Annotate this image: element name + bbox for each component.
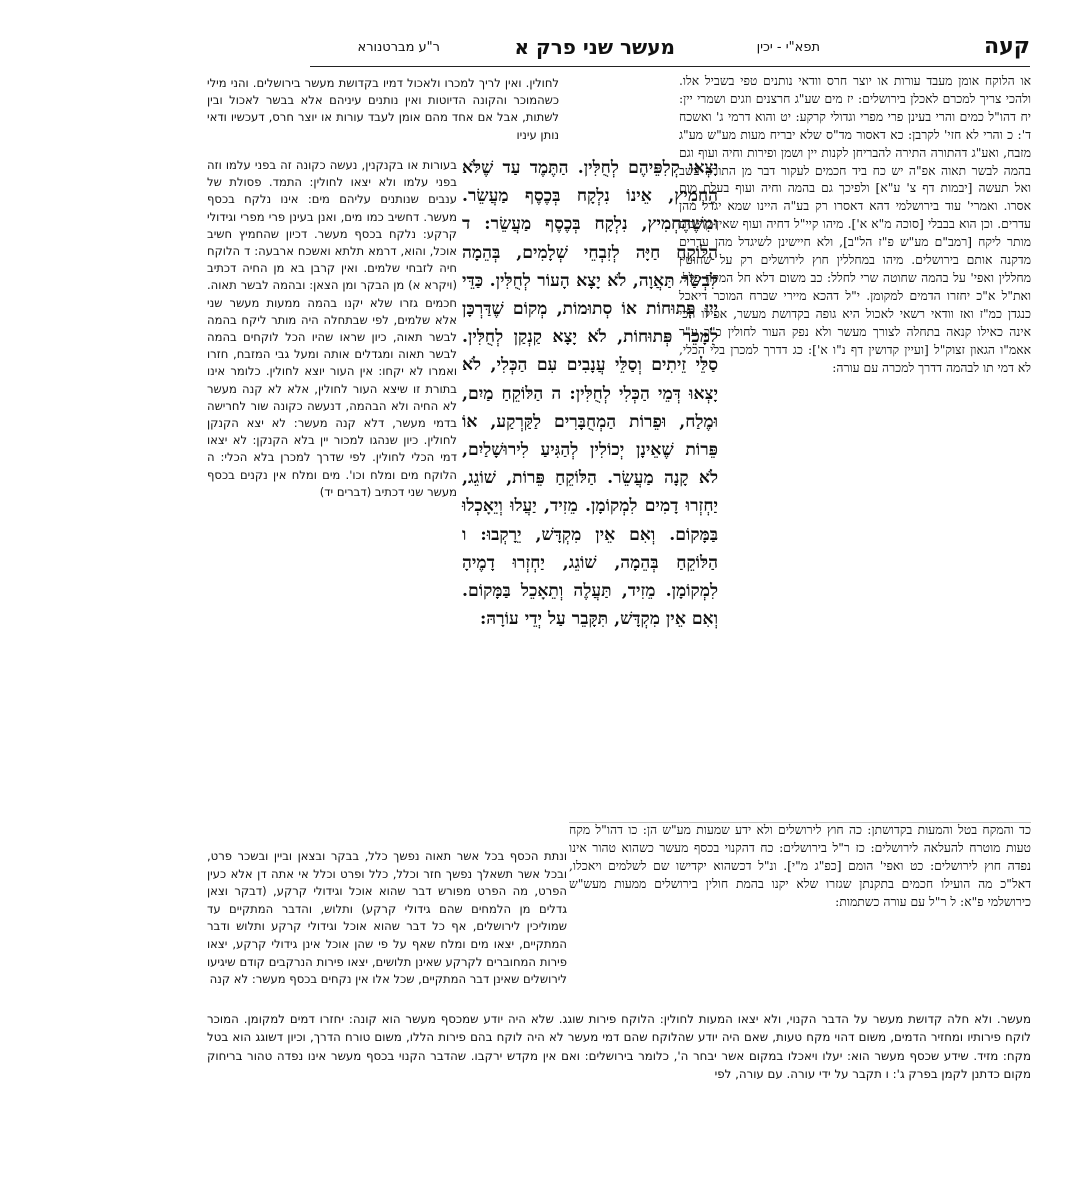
bartenura-middle-text: ונתת הכסף בכל אשר תאוה נפשך כלל, בבקר ובצאן וביין ובשכר פרט, ובכל אשר תשאלך נפשך חזר וכלל, כלל ופרט וכלל אי אתה דן אלא כעין הפרט, מה הפרט מפורש דבר שהוא אוכל וגידולי קרקע, (דבקר וצאן גדלים מן הלמחים שהם גידולי קרקע) ותלוש, והדבר המתקיים עד שמוליכין לירושלים, אף כל דבר שהוא אוכל וגידולי קרקע ותלוש ודבר המתקיים, יצאו מים ומלח שאף על פי שהן אוכל אינן גידולי קרקע, יצאו פירות המחוברים לקרקע שאינן תלושים, יצאו פירות הנרקבים קודם שיגיעו לירושלים שאינן דבר המתקיים, שכל אלו אין נקחים בכסף מעשר: לא קנה — [207, 849, 567, 987]
bartenura-bottom-text: מעשר. ולא חלה קדושת מעשר על הדבר הקנוי, ולא יצאו המעות לחולין: הלוקח פירות שוגג. שלא היה יודע שמכסף מעשר הוא קונה: יחזרו דמים למקומן. המוכר לוקח פירותיו ומחזיר הדמים, משום דהוי מקח טעות, שאם היה יודע שהלוקח שהם דמי מעשר לא היה לוקח בהם פירות הללו, משום טורח הדרך, וכיון דשוגג הוא בטל מקח: מזיד. שידע שכסף מעשר הוא: יעלו ויאכלו במקום אשר יבחר ה', כלומר בירושלים: ואם אין מקדש ירקבו. שהדבר הקנוי בכסף מעשר אינו נפדה טהור בריחוק מקום כדתנן לקמן בפרק ג': ו תקבר על ידי עורה. עם עורה, לפי — [207, 1012, 1031, 1082]
tiferet-yisrael-commentary — [679, 73, 1031, 818]
chapter-range: תפא"י - יכין — [756, 40, 820, 55]
tractate-title: מעשר שני פרק א — [514, 35, 675, 59]
commentary-text: או הלוקח אומן מעבד עורות או יוצר חרס וודאי נותנים טפי בשביל אלו. ולהכי צריך למכרם לאכלן בירושלים: יז מים שע"ג חרצנים וזגים ושמרי יין: יח דהו"ל כמים והרי בעינן פרי מפרי וגדולי קרקע: יט והוא דרמי ג' ואשכח ד': כ והרי לא חזי' לקרבן: כא דאסור מד"ס שלא יבריח מעות מע"ש מע"ג מזבח, ואע"ג דהתורה התירה להבריחן לקנות יין ושמן ופירות וחיה ועוף וגם בהמה לבשר תאוה אפ"ה יש כח ביד חכמים לעקור דבר מן התורה בשב ואל תעשה [יבמות דף צ' ע"א] ולפיכך גם בהמה וחיה ועוף בעלת מום אסרו. ואמרי' עוד בירושלמי דהא דאסרו רק בע"ה היינו שמא יגדל מהן עדרים. וכן הוא בבבלי [סוכה מ"א א']. מיהו קיי"ל דחיה ועוף שאין קריבים מותר ליקח [רמב"ם מע"ש פ"ז הל"ב], ולא חיישינן לשיגדל מהן עדרים מדקנה אותם בירושלים. מיהו במחללין חוץ לירושלים רק על שחוטין מחללין ואפי' על בהמה שחוטה שרי לחלל: כב משום דלא חל המקח כלל, ואת"ל א"כ יחזרו הדמים למקומן. י"ל דהכא מיירי שברח המוכר דיאכל כנגדן כמ"ז ואז וודאי רשאי לאכול היא גופה בקדושת מעשר, אפילו הכי אינה כאילו קנאה בתחלה לצורך מעשר ולא נפק העור לחולין כ"כ ע"ר אאמ"ו הגאון זצוק"ל [ועיין קדושין דף נ"ו א']: כג דדרך למכרן בלי הכלי, לא דמי תו לבהמה דדרך למכרה עם עורה: — [679, 74, 1031, 375]
bartenura-middle — [207, 848, 567, 987]
page-number: קעה — [984, 34, 1030, 59]
bartenura-top — [207, 75, 559, 145]
mishna-body: יָצְאוּ קְלִפֵּיהֶם לְחֻלִּין. הַתֶּמֶד עַד שֶׁלֹּא הֶחְמִיץ, אֵינוֹ נִלְקָח בְּכֶסֶף מַעֲשֵׂר. וּמִשֶּׁהֶחְמִיץ, נִלְקָח בְּכֶסֶף מַעֲשֵׂר: ד הַלּוֹקֵחַ חַיָּה לְזִבְחֵי שְׁלָמִים, בְּהֵמָה לִבְשַׂר תַּאֲוָה, לֹא יָצָא הָעוֹר לְחֻלִּין. כַּדֵּי יַיִן פְּתוּחוֹת אוֹ סְתוּמוֹת, מְקוֹם שֶׁדַּרְכָּן לִמָּכֵר פְּתוּחוֹת, לֹא יָצָא קַנְקַן לְחֻלִּין. סַלֵּי זֵיתִים וְסַלֵּי עֲנָבִים עִם הַכְּלִי, לֹא יָצְאוּ דְּמֵי הַכְּלִי לְחֻלִּין: ה הַלּוֹקֵחַ מַיִם, וּמֶלַח, וּפֵרוֹת הַמְחֻבָּרִים לַקַּרְקַע, אוֹ פֵּרוֹת שֶׁאֵינָן יְכוֹלִין לְהַגִּיעַ לִירוּשָׁלַיִם, לֹא קָנָה מַעֲשֵׂר. הַלּוֹקֵחַ פֵּרוֹת, שׁוֹגֵג, יַחְזְרוּ דָמִים לִמְקוֹמָן. מֵזִיד, יַעֲלוּ וְיֵאָכְלוּ בַּמָּקוֹם. וְאִם אֵין מִקְדָּשׁ, יֵרָקְבוּ: ו הַלּוֹקֵחַ בְּהֵמָה, שׁוֹגֵג, יַחְזְרוּ דָמֶיהָ לִמְקוֹמָן. מֵזִיד, תַּעֲלֶה וְתֵאָכֵל בַּמָּקוֹם. וְאִם אֵין מִקְדָּשׁ, תִּקָּבֵר עַל יְדֵי עוֹרָהּ: — [462, 158, 718, 630]
page-header — [310, 34, 1030, 64]
yachin-notes — [569, 822, 1031, 977]
yachin-notes-text: כד והמקח בטל והמעות בקדושתן: כה חוץ לירושלים ולא ידע שמעות מע"ש הן: כו דהו"ל מקח טעות מוטרח להעלאה לירושלים: כז ר"ל בירושלים: כח דהקנוי בכסף מעשר כשהוא טהור אינו נפדה חוץ לירושלים: כט ואפי' הומם [כפ"ג מ"י]. ונ"ל דכשהוא יקדישו שם לשלמים ויאכלו, דאל"כ מה הועילו חכמים בתקנתן שגזרו שלא יקנו בהמת חולין בירושלים ממעות מעש"ש כירושלמי פ"א: ל ר"ל עם עורה כשתמות: — [569, 823, 1031, 909]
bartenura-top-text: לחולין. ואין לריך למכרו ולאכול דמיו בקדושת מעשר בירושלים. והני מילי כשהמוכר והקונה הדיוטות ואין נותנים עיניהם אלא בבשר לאכול ובין לשתות, אבל אם אחד מהם אומן לעבד עורות או יוצר חרס, דעכשיו ודאי נותן עיניו — [207, 76, 559, 142]
bartenura-column-text: בעורות או בקנקנין, נעשה כקונה זה בפני עלמו וזה בפני עלמו ולא יצאו לחולין: התמד. פסולת של ענבים שנותנים עליהם מים: אינו נלקח בכסף מעשר. דחשיב כמו מים, ואנן בעינן פרי מפרי וגידולי קרקע: נלקח בכסף מעשר. דכיון שהחמיץ חשיב אוכל, והוא, דרמא תלתא ואשכח ארבעה: ד הלוקח חיה לזבחי שלמים. ואין קרבן בא מן החיה דכתיב (ויקרא א) מן הבקר ומן הצאן: ובהמה לבשר תאוה. חכמים גזרו שלא יקנו בהמה ממעות מעשר שני אלא שלמים, לפי שבתחלה היה מותר ליקח בהמה לבשר תאוה, כיון שראו שהיו הכל לוקחים בהמה לבשר תאוה ומגדלים אותה ומעל גבי המזבח, חזרו ואמרו לא יקחו: אין העור יוצא לחולין. כלומר אינו בתורת זו שיצא העור לחולין, אלא לא קנה מעשר לא החיה ולא הבהמה, דנעשה כקונה שור לחרישה בדמי מעשר, דלא קנה מעשר: לא יצא הקנקן לחולין. כיון שנהגו למכור יין בלא הקנקן: לא יצאו דמי הכלי לחולין. לפי שדרך למכרן בלא הכלי: ה הלוקח מים ומלח וכו'. מים ומלח אין נקנים בכסף מעשר שני דכתיב (דברים יד) — [207, 158, 457, 499]
mishna-text — [462, 154, 718, 774]
header-rule — [310, 66, 1030, 67]
commentary-name: ר"ע מברטנורא — [357, 40, 440, 55]
bartenura-column — [207, 157, 457, 817]
bartenura-bottom — [207, 1010, 1031, 1110]
